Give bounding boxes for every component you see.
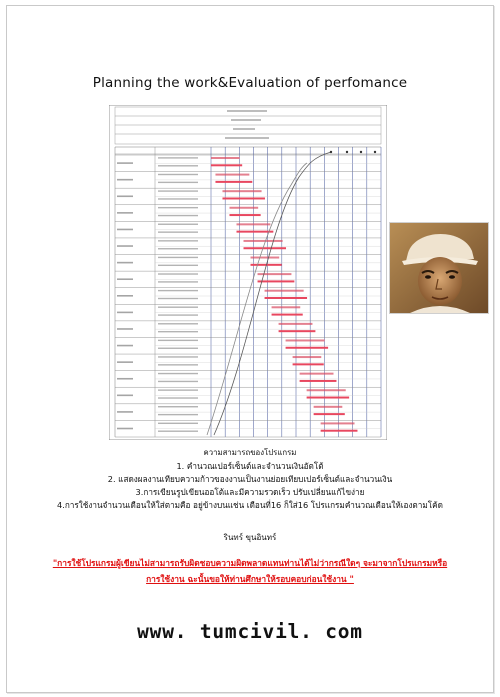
task-label — [117, 229, 133, 231]
task-bar — [314, 413, 345, 415]
task-bar — [237, 231, 274, 233]
task-percent-plan — [158, 406, 198, 407]
task-bar-plan — [265, 290, 304, 292]
task-label — [117, 328, 133, 330]
task-label — [117, 262, 133, 264]
website-url[interactable]: www. tumcivil. com — [137, 620, 363, 643]
feature-3: 3.การเขียนรูปเขียนออโต้และมีความรวดเร็ว ปรับเปลี่ยนแก้ไขง่าย — [135, 487, 365, 497]
program-capabilities-heading: ความสามารถของโปรแกรม — [203, 448, 297, 457]
task-bar — [307, 397, 350, 399]
task-label — [117, 312, 133, 314]
task-bar — [229, 214, 260, 216]
task-percent-plan — [158, 373, 198, 374]
feature-2: 2. แสดงผลงานเทียบความก้าวของงานเป็นงานย่อยเทียบเปอร์เซ็นต์และจำนวนเงิน — [107, 474, 393, 484]
task-label — [117, 428, 133, 430]
page-title: Planning the work&Evaluation of perfomance — [92, 75, 408, 91]
task-label — [117, 345, 133, 347]
task-percent-actual — [158, 381, 198, 382]
task-label — [117, 295, 133, 297]
task-percent-actual — [158, 215, 198, 216]
task-percent-actual — [158, 231, 198, 232]
task-percent-actual — [158, 248, 198, 249]
schedule-chart-thumbnail — [109, 105, 387, 440]
task-percent-actual — [158, 198, 198, 199]
task-label — [117, 361, 133, 363]
task-bar-plan — [279, 323, 313, 325]
task-bar-plan — [293, 356, 322, 358]
task-percent-plan — [158, 356, 198, 357]
task-percent-plan — [158, 323, 198, 324]
task-bar-plan — [314, 406, 343, 408]
task-percent-actual — [158, 298, 198, 299]
task-percent-plan — [158, 257, 198, 258]
task-bar-plan — [321, 422, 355, 424]
task-bar — [286, 347, 329, 349]
task-percent-actual — [158, 397, 198, 398]
task-percent-actual — [158, 364, 198, 365]
task-percent-plan — [158, 157, 198, 158]
task-bar — [222, 197, 265, 199]
task-bar — [265, 297, 308, 299]
task-bar-plan — [229, 207, 258, 209]
task-percent-plan — [158, 224, 198, 225]
task-label — [117, 411, 133, 413]
task-label — [117, 278, 133, 280]
task-bar-plan — [300, 373, 334, 375]
task-label — [117, 378, 133, 380]
task-bar — [258, 280, 295, 282]
task-bar — [293, 363, 324, 365]
task-percent-plan — [158, 190, 198, 191]
task-percent-plan — [158, 240, 198, 241]
task-bar-plan — [258, 273, 292, 275]
task-percent-plan — [158, 423, 198, 424]
task-bar — [279, 330, 316, 332]
task-percent-actual — [158, 165, 198, 166]
task-percent-actual — [158, 414, 198, 415]
task-bar-plan — [211, 157, 240, 159]
task-label — [117, 395, 133, 397]
task-bar-plan — [237, 223, 271, 225]
task-percent-plan — [158, 273, 198, 274]
task-percent-actual — [158, 431, 198, 432]
task-bar-plan — [307, 389, 346, 391]
task-label — [117, 245, 133, 247]
task-bar — [300, 380, 337, 382]
task-bar-plan — [286, 339, 325, 341]
task-bar — [244, 247, 287, 249]
task-percent-actual — [158, 331, 198, 332]
task-percent-actual — [158, 314, 198, 315]
task-bar — [215, 181, 252, 183]
task-bar-plan — [272, 306, 301, 308]
task-bar — [211, 164, 242, 166]
task-percent-actual — [158, 348, 198, 349]
task-percent-plan — [158, 174, 198, 175]
task-percent-plan — [158, 389, 198, 390]
task-label — [117, 212, 133, 214]
task-bar-plan — [244, 240, 283, 242]
feature-1: 1. คำนวณเปอร์เซ็นต์และจำนวนเงินอัตโต้ — [176, 461, 324, 471]
disclaimer-line-2: การใช้งาน ฉะนั้นขอให้ท่านศึกษาให้รอบคอบก่อนใช้งาน " — [146, 574, 354, 584]
author-photo — [389, 222, 489, 314]
task-label — [117, 179, 133, 181]
task-percent-plan — [158, 340, 198, 341]
task-label — [117, 162, 133, 164]
task-percent-plan — [158, 207, 198, 208]
task-bar-plan — [222, 190, 261, 192]
task-percent-plan — [158, 306, 198, 307]
task-bar — [272, 314, 303, 316]
task-bar-plan — [215, 174, 249, 176]
task-bar — [321, 430, 358, 432]
author-name: รินทร์ ขุนอินทร์ — [223, 533, 277, 542]
task-percent-actual — [158, 281, 198, 282]
feature-4: 4.การใช้งานจำนวนเดือนให้ใส่ตามคือ อยู่ข้างบนแช่น เดือนที่16 ก็ใส่16 โปรแกรมคำนวณเดือนให้เองตามโค้ด — [57, 500, 443, 510]
task-percent-plan — [158, 290, 198, 291]
task-percent-actual — [158, 182, 198, 183]
task-percent-actual — [158, 265, 198, 266]
task-bar-plan — [251, 257, 280, 259]
task-label — [117, 195, 133, 197]
disclaimer-line-1: "การใช้โปรแกรมผู้เขียนไม่สามารถรับผิดชอบความผิดพลาดแทนท่านได้ไม่ว่ากรณีใดๆ จะมาจากโปรแกรมหรือ — [52, 558, 448, 568]
